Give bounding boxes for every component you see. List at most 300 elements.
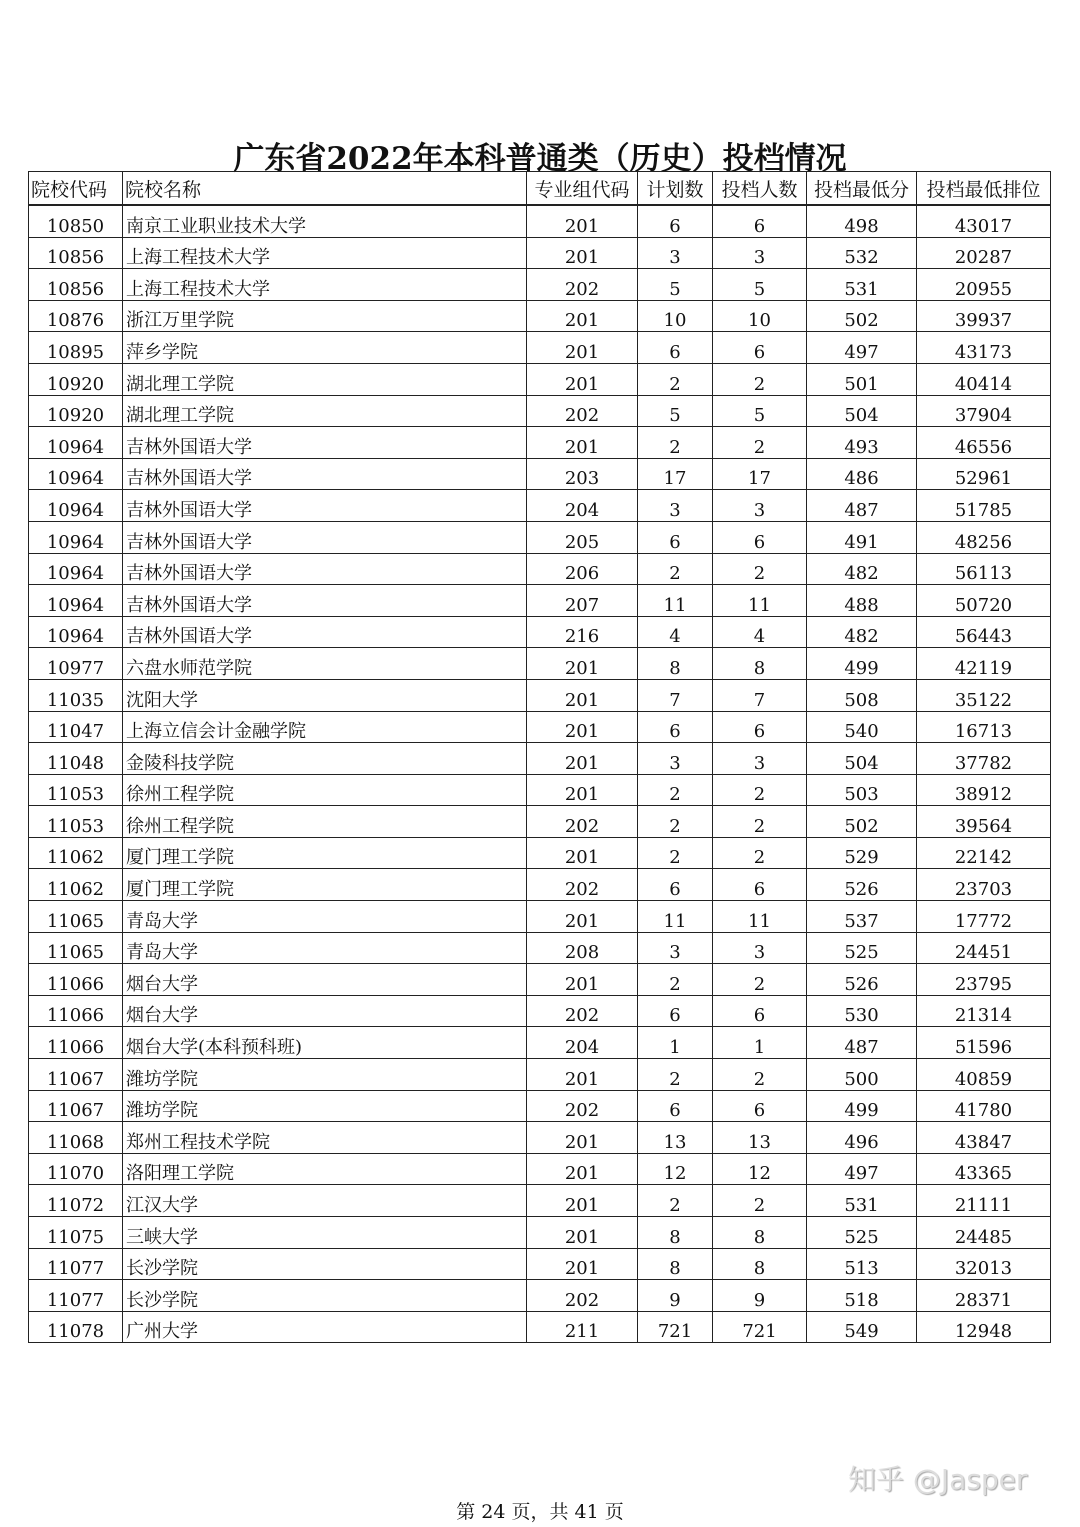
cell-min-score: 493 xyxy=(807,427,917,459)
cell-school-name: 吉林外国语大学 xyxy=(123,585,527,617)
cell-min-rank: 43847 xyxy=(917,1122,1051,1154)
cell-school-name: 潍坊学院 xyxy=(123,1059,527,1091)
cell-school-code: 11077 xyxy=(29,1280,123,1312)
cell-school-name: 浙江万里学院 xyxy=(123,300,527,332)
cell-min-rank: 12948 xyxy=(917,1311,1051,1343)
cell-school-code: 10850 xyxy=(29,205,123,237)
cell-min-score: 530 xyxy=(807,995,917,1027)
cell-min-rank: 51785 xyxy=(917,490,1051,522)
cell-school-name: 吉林外国语大学 xyxy=(123,553,527,585)
admission-table xyxy=(28,171,1051,1343)
cell-min-score: 498 xyxy=(807,205,917,237)
table-row xyxy=(29,964,1051,996)
cell-school-name: 长沙学院 xyxy=(123,1280,527,1312)
cell-min-rank: 21314 xyxy=(917,995,1051,1027)
cell-plan-count: 6 xyxy=(638,205,713,237)
cell-min-rank: 23795 xyxy=(917,964,1051,996)
cell-school-name: 广州大学 xyxy=(123,1311,527,1343)
cell-admitted-count: 2 xyxy=(713,806,807,838)
cell-min-score: 531 xyxy=(807,1185,917,1217)
cell-min-score: 508 xyxy=(807,679,917,711)
cell-min-score: 504 xyxy=(807,743,917,775)
cell-admitted-count: 6 xyxy=(713,1090,807,1122)
cell-admitted-count: 8 xyxy=(713,1248,807,1280)
table-row xyxy=(29,869,1051,901)
table-row xyxy=(29,427,1051,459)
cell-school-name: 烟台大学 xyxy=(123,995,527,1027)
table-row xyxy=(29,932,1051,964)
header-school-name: 院校名称 xyxy=(123,172,527,206)
table-row xyxy=(29,711,1051,743)
cell-min-score: 487 xyxy=(807,1027,917,1059)
cell-min-score: 482 xyxy=(807,553,917,585)
cell-school-name: 上海立信会计金融学院 xyxy=(123,711,527,743)
cell-school-code: 10920 xyxy=(29,363,123,395)
cell-plan-count: 8 xyxy=(638,648,713,680)
table-row xyxy=(29,1311,1051,1343)
cell-plan-count: 13 xyxy=(638,1122,713,1154)
cell-admitted-count: 2 xyxy=(713,363,807,395)
cell-group-code: 201 xyxy=(527,1248,638,1280)
cell-school-name: 江汉大学 xyxy=(123,1185,527,1217)
cell-min-rank: 42119 xyxy=(917,648,1051,680)
cell-admitted-count: 2 xyxy=(713,1185,807,1217)
cell-plan-count: 2 xyxy=(638,964,713,996)
cell-group-code: 202 xyxy=(527,995,638,1027)
table-row xyxy=(29,395,1051,427)
cell-min-score: 497 xyxy=(807,1153,917,1185)
cell-min-score: 488 xyxy=(807,585,917,617)
cell-group-code: 205 xyxy=(527,521,638,553)
table-row xyxy=(29,1185,1051,1217)
cell-min-rank: 38912 xyxy=(917,774,1051,806)
cell-school-code: 11066 xyxy=(29,1027,123,1059)
cell-min-rank: 50720 xyxy=(917,585,1051,617)
cell-admitted-count: 5 xyxy=(713,395,807,427)
cell-admitted-count: 3 xyxy=(713,237,807,269)
table-row xyxy=(29,269,1051,301)
cell-school-code: 11067 xyxy=(29,1090,123,1122)
cell-min-rank: 52961 xyxy=(917,458,1051,490)
cell-admitted-count: 721 xyxy=(713,1311,807,1343)
cell-plan-count: 7 xyxy=(638,679,713,711)
cell-min-rank: 48256 xyxy=(917,521,1051,553)
cell-min-score: 500 xyxy=(807,1059,917,1091)
cell-plan-count: 721 xyxy=(638,1311,713,1343)
cell-school-code: 11066 xyxy=(29,995,123,1027)
cell-group-code: 201 xyxy=(527,901,638,933)
cell-group-code: 201 xyxy=(527,1122,638,1154)
header-group-code: 专业组代码 xyxy=(527,172,638,206)
cell-min-rank: 46556 xyxy=(917,427,1051,459)
cell-school-name: 南京工业职业技术大学 xyxy=(123,205,527,237)
cell-group-code: 211 xyxy=(527,1311,638,1343)
cell-plan-count: 12 xyxy=(638,1153,713,1185)
table-row xyxy=(29,1248,1051,1280)
cell-school-code: 10856 xyxy=(29,237,123,269)
cell-admitted-count: 2 xyxy=(713,1059,807,1091)
cell-plan-count: 3 xyxy=(638,490,713,522)
cell-school-code: 11072 xyxy=(29,1185,123,1217)
cell-group-code: 206 xyxy=(527,553,638,585)
cell-plan-count: 11 xyxy=(638,901,713,933)
cell-school-name: 上海工程技术大学 xyxy=(123,237,527,269)
cell-min-score: 491 xyxy=(807,521,917,553)
cell-school-name: 厦门理工学院 xyxy=(123,869,527,901)
cell-min-rank: 20287 xyxy=(917,237,1051,269)
cell-min-rank: 24485 xyxy=(917,1217,1051,1249)
cell-school-name: 烟台大学(本科预科班) xyxy=(123,1027,527,1059)
table-row xyxy=(29,837,1051,869)
cell-min-rank: 22142 xyxy=(917,837,1051,869)
cell-min-rank: 17772 xyxy=(917,901,1051,933)
cell-plan-count: 6 xyxy=(638,869,713,901)
cell-school-name: 烟台大学 xyxy=(123,964,527,996)
cell-min-score: 526 xyxy=(807,869,917,901)
cell-admitted-count: 7 xyxy=(713,679,807,711)
cell-min-rank: 51596 xyxy=(917,1027,1051,1059)
table-row xyxy=(29,1059,1051,1091)
cell-group-code: 201 xyxy=(527,363,638,395)
cell-min-rank: 40414 xyxy=(917,363,1051,395)
cell-plan-count: 3 xyxy=(638,743,713,775)
table-header-row xyxy=(29,172,1051,206)
cell-group-code: 202 xyxy=(527,806,638,838)
cell-group-code: 202 xyxy=(527,395,638,427)
cell-group-code: 201 xyxy=(527,648,638,680)
cell-min-rank: 37904 xyxy=(917,395,1051,427)
table-row xyxy=(29,648,1051,680)
table-row xyxy=(29,553,1051,585)
cell-min-score: 529 xyxy=(807,837,917,869)
cell-plan-count: 2 xyxy=(638,837,713,869)
table-row xyxy=(29,743,1051,775)
cell-school-name: 徐州工程学院 xyxy=(123,774,527,806)
cell-admitted-count: 2 xyxy=(713,964,807,996)
cell-school-name: 吉林外国语大学 xyxy=(123,458,527,490)
cell-admitted-count: 6 xyxy=(713,521,807,553)
cell-plan-count: 2 xyxy=(638,363,713,395)
cell-min-rank: 32013 xyxy=(917,1248,1051,1280)
cell-plan-count: 9 xyxy=(638,1280,713,1312)
cell-min-rank: 39937 xyxy=(917,300,1051,332)
cell-admitted-count: 3 xyxy=(713,932,807,964)
cell-min-score: 532 xyxy=(807,237,917,269)
cell-min-rank: 43017 xyxy=(917,205,1051,237)
cell-min-score: 513 xyxy=(807,1248,917,1280)
cell-min-score: 525 xyxy=(807,932,917,964)
cell-school-name: 吉林外国语大学 xyxy=(123,490,527,522)
cell-group-code: 202 xyxy=(527,1090,638,1122)
cell-group-code: 201 xyxy=(527,743,638,775)
cell-min-score: 486 xyxy=(807,458,917,490)
table-row xyxy=(29,300,1051,332)
cell-school-name: 上海工程技术大学 xyxy=(123,269,527,301)
cell-school-name: 六盘水师范学院 xyxy=(123,648,527,680)
cell-min-rank: 56443 xyxy=(917,616,1051,648)
cell-school-name: 青岛大学 xyxy=(123,932,527,964)
cell-min-score: 501 xyxy=(807,363,917,395)
cell-admitted-count: 9 xyxy=(713,1280,807,1312)
cell-admitted-count: 8 xyxy=(713,1217,807,1249)
cell-group-code: 201 xyxy=(527,237,638,269)
cell-plan-count: 8 xyxy=(638,1217,713,1249)
header-plan-count: 计划数 xyxy=(638,172,713,206)
table-row xyxy=(29,901,1051,933)
header-min-score: 投档最低分 xyxy=(807,172,917,206)
table-row xyxy=(29,679,1051,711)
table-row xyxy=(29,1217,1051,1249)
cell-min-score: 537 xyxy=(807,901,917,933)
cell-plan-count: 11 xyxy=(638,585,713,617)
table-row xyxy=(29,774,1051,806)
cell-school-name: 吉林外国语大学 xyxy=(123,521,527,553)
header-admitted-count: 投档人数 xyxy=(713,172,807,206)
cell-school-code: 10964 xyxy=(29,616,123,648)
cell-school-code: 11035 xyxy=(29,679,123,711)
cell-min-rank: 41780 xyxy=(917,1090,1051,1122)
cell-school-code: 11065 xyxy=(29,901,123,933)
cell-min-score: 540 xyxy=(807,711,917,743)
cell-min-score: 497 xyxy=(807,332,917,364)
cell-admitted-count: 10 xyxy=(713,300,807,332)
cell-min-score: 549 xyxy=(807,1311,917,1343)
cell-group-code: 201 xyxy=(527,1217,638,1249)
table-row xyxy=(29,1280,1051,1312)
cell-min-score: 496 xyxy=(807,1122,917,1154)
cell-min-rank: 24451 xyxy=(917,932,1051,964)
cell-min-score: 504 xyxy=(807,395,917,427)
cell-admitted-count: 6 xyxy=(713,869,807,901)
table-body xyxy=(29,205,1051,1343)
cell-school-name: 湖北理工学院 xyxy=(123,363,527,395)
cell-min-score: 525 xyxy=(807,1217,917,1249)
cell-min-rank: 43173 xyxy=(917,332,1051,364)
cell-school-code: 10964 xyxy=(29,458,123,490)
cell-group-code: 201 xyxy=(527,837,638,869)
cell-min-rank: 16713 xyxy=(917,711,1051,743)
cell-plan-count: 2 xyxy=(638,774,713,806)
cell-admitted-count: 6 xyxy=(713,205,807,237)
cell-min-rank: 37782 xyxy=(917,743,1051,775)
cell-school-code: 11047 xyxy=(29,711,123,743)
cell-group-code: 207 xyxy=(527,585,638,617)
cell-admitted-count: 12 xyxy=(713,1153,807,1185)
cell-min-score: 502 xyxy=(807,300,917,332)
page-number: 第 24 页，共 41 页 xyxy=(456,1501,624,1523)
cell-school-code: 11070 xyxy=(29,1153,123,1185)
cell-min-score: 482 xyxy=(807,616,917,648)
cell-school-code: 10876 xyxy=(29,300,123,332)
cell-school-code: 10964 xyxy=(29,521,123,553)
cell-admitted-count: 11 xyxy=(713,585,807,617)
cell-min-score: 499 xyxy=(807,648,917,680)
table-row xyxy=(29,458,1051,490)
cell-min-score: 502 xyxy=(807,806,917,838)
cell-school-code: 10977 xyxy=(29,648,123,680)
cell-plan-count: 2 xyxy=(638,553,713,585)
table-row xyxy=(29,1122,1051,1154)
cell-admitted-count: 3 xyxy=(713,743,807,775)
cell-group-code: 201 xyxy=(527,1185,638,1217)
cell-plan-count: 3 xyxy=(638,932,713,964)
cell-school-code: 10856 xyxy=(29,269,123,301)
cell-group-code: 201 xyxy=(527,774,638,806)
header-min-rank: 投档最低排位 xyxy=(917,172,1051,206)
cell-min-rank: 56113 xyxy=(917,553,1051,585)
cell-admitted-count: 2 xyxy=(713,427,807,459)
cell-group-code: 208 xyxy=(527,932,638,964)
cell-plan-count: 6 xyxy=(638,995,713,1027)
cell-school-code: 10920 xyxy=(29,395,123,427)
cell-admitted-count: 3 xyxy=(713,490,807,522)
cell-admitted-count: 2 xyxy=(713,837,807,869)
table-row xyxy=(29,1090,1051,1122)
cell-min-rank: 20955 xyxy=(917,269,1051,301)
cell-school-code: 11048 xyxy=(29,743,123,775)
cell-admitted-count: 2 xyxy=(713,553,807,585)
cell-school-name: 郑州工程技术学院 xyxy=(123,1122,527,1154)
cell-plan-count: 8 xyxy=(638,1248,713,1280)
cell-group-code: 201 xyxy=(527,300,638,332)
cell-min-rank: 43365 xyxy=(917,1153,1051,1185)
cell-plan-count: 5 xyxy=(638,395,713,427)
page-title: 广东省2022年本科普通类（历史）投档情况 xyxy=(233,141,847,177)
cell-group-code: 202 xyxy=(527,869,638,901)
cell-school-name: 徐州工程学院 xyxy=(123,806,527,838)
cell-group-code: 203 xyxy=(527,458,638,490)
cell-plan-count: 4 xyxy=(638,616,713,648)
cell-admitted-count: 17 xyxy=(713,458,807,490)
cell-group-code: 201 xyxy=(527,427,638,459)
cell-plan-count: 2 xyxy=(638,427,713,459)
cell-school-name: 萍乡学院 xyxy=(123,332,527,364)
cell-school-code: 11078 xyxy=(29,1311,123,1343)
cell-school-code: 11067 xyxy=(29,1059,123,1091)
cell-school-code: 10964 xyxy=(29,427,123,459)
cell-admitted-count: 8 xyxy=(713,648,807,680)
cell-group-code: 201 xyxy=(527,711,638,743)
cell-plan-count: 6 xyxy=(638,332,713,364)
cell-group-code: 201 xyxy=(527,205,638,237)
watermark: 知乎 @Jasper xyxy=(848,1463,1028,1496)
cell-school-code: 11053 xyxy=(29,806,123,838)
table-row xyxy=(29,1027,1051,1059)
cell-plan-count: 2 xyxy=(638,1185,713,1217)
cell-admitted-count: 5 xyxy=(713,269,807,301)
cell-group-code: 204 xyxy=(527,1027,638,1059)
table-row xyxy=(29,205,1051,237)
cell-admitted-count: 2 xyxy=(713,774,807,806)
table-row xyxy=(29,995,1051,1027)
cell-min-score: 526 xyxy=(807,964,917,996)
cell-school-name: 洛阳理工学院 xyxy=(123,1153,527,1185)
cell-min-rank: 28371 xyxy=(917,1280,1051,1312)
cell-school-code: 11053 xyxy=(29,774,123,806)
cell-plan-count: 2 xyxy=(638,806,713,838)
table-row xyxy=(29,616,1051,648)
cell-min-score: 518 xyxy=(807,1280,917,1312)
cell-plan-count: 17 xyxy=(638,458,713,490)
cell-group-code: 202 xyxy=(527,269,638,301)
cell-school-name: 吉林外国语大学 xyxy=(123,616,527,648)
cell-plan-count: 5 xyxy=(638,269,713,301)
cell-school-code: 10895 xyxy=(29,332,123,364)
cell-min-rank: 39564 xyxy=(917,806,1051,838)
table-row xyxy=(29,363,1051,395)
cell-plan-count: 6 xyxy=(638,521,713,553)
cell-school-code: 10964 xyxy=(29,490,123,522)
table-row xyxy=(29,490,1051,522)
cell-school-code: 11075 xyxy=(29,1217,123,1249)
cell-school-name: 沈阳大学 xyxy=(123,679,527,711)
cell-group-code: 202 xyxy=(527,1280,638,1312)
cell-min-score: 503 xyxy=(807,774,917,806)
cell-school-name: 湖北理工学院 xyxy=(123,395,527,427)
cell-plan-count: 6 xyxy=(638,711,713,743)
cell-school-code: 11062 xyxy=(29,869,123,901)
table-row xyxy=(29,237,1051,269)
cell-group-code: 201 xyxy=(527,964,638,996)
cell-school-code: 10964 xyxy=(29,553,123,585)
cell-min-rank: 23703 xyxy=(917,869,1051,901)
cell-plan-count: 6 xyxy=(638,1090,713,1122)
table-row xyxy=(29,806,1051,838)
cell-school-code: 10964 xyxy=(29,585,123,617)
cell-school-name: 吉林外国语大学 xyxy=(123,427,527,459)
cell-group-code: 204 xyxy=(527,490,638,522)
cell-plan-count: 2 xyxy=(638,1059,713,1091)
cell-school-name: 青岛大学 xyxy=(123,901,527,933)
cell-admitted-count: 6 xyxy=(713,711,807,743)
cell-min-rank: 21111 xyxy=(917,1185,1051,1217)
cell-admitted-count: 6 xyxy=(713,332,807,364)
cell-school-code: 11065 xyxy=(29,932,123,964)
cell-school-code: 11066 xyxy=(29,964,123,996)
cell-school-name: 厦门理工学院 xyxy=(123,837,527,869)
cell-min-rank: 40859 xyxy=(917,1059,1051,1091)
cell-admitted-count: 13 xyxy=(713,1122,807,1154)
cell-school-code: 11068 xyxy=(29,1122,123,1154)
table-row xyxy=(29,332,1051,364)
cell-admitted-count: 6 xyxy=(713,995,807,1027)
cell-plan-count: 1 xyxy=(638,1027,713,1059)
cell-min-score: 487 xyxy=(807,490,917,522)
cell-plan-count: 3 xyxy=(638,237,713,269)
table-row xyxy=(29,1153,1051,1185)
cell-school-name: 长沙学院 xyxy=(123,1248,527,1280)
cell-group-code: 201 xyxy=(527,332,638,364)
cell-admitted-count: 4 xyxy=(713,616,807,648)
cell-school-code: 11077 xyxy=(29,1248,123,1280)
cell-admitted-count: 11 xyxy=(713,901,807,933)
cell-min-rank: 35122 xyxy=(917,679,1051,711)
cell-min-score: 499 xyxy=(807,1090,917,1122)
table-row xyxy=(29,521,1051,553)
cell-school-name: 三峡大学 xyxy=(123,1217,527,1249)
cell-min-score: 531 xyxy=(807,269,917,301)
table-row xyxy=(29,585,1051,617)
cell-school-code: 11062 xyxy=(29,837,123,869)
cell-school-name: 潍坊学院 xyxy=(123,1090,527,1122)
cell-group-code: 201 xyxy=(527,1153,638,1185)
header-school-code: 院校代码 xyxy=(29,172,123,206)
cell-group-code: 201 xyxy=(527,1059,638,1091)
cell-admitted-count: 1 xyxy=(713,1027,807,1059)
cell-school-name: 金陵科技学院 xyxy=(123,743,527,775)
cell-group-code: 216 xyxy=(527,616,638,648)
cell-group-code: 201 xyxy=(527,679,638,711)
